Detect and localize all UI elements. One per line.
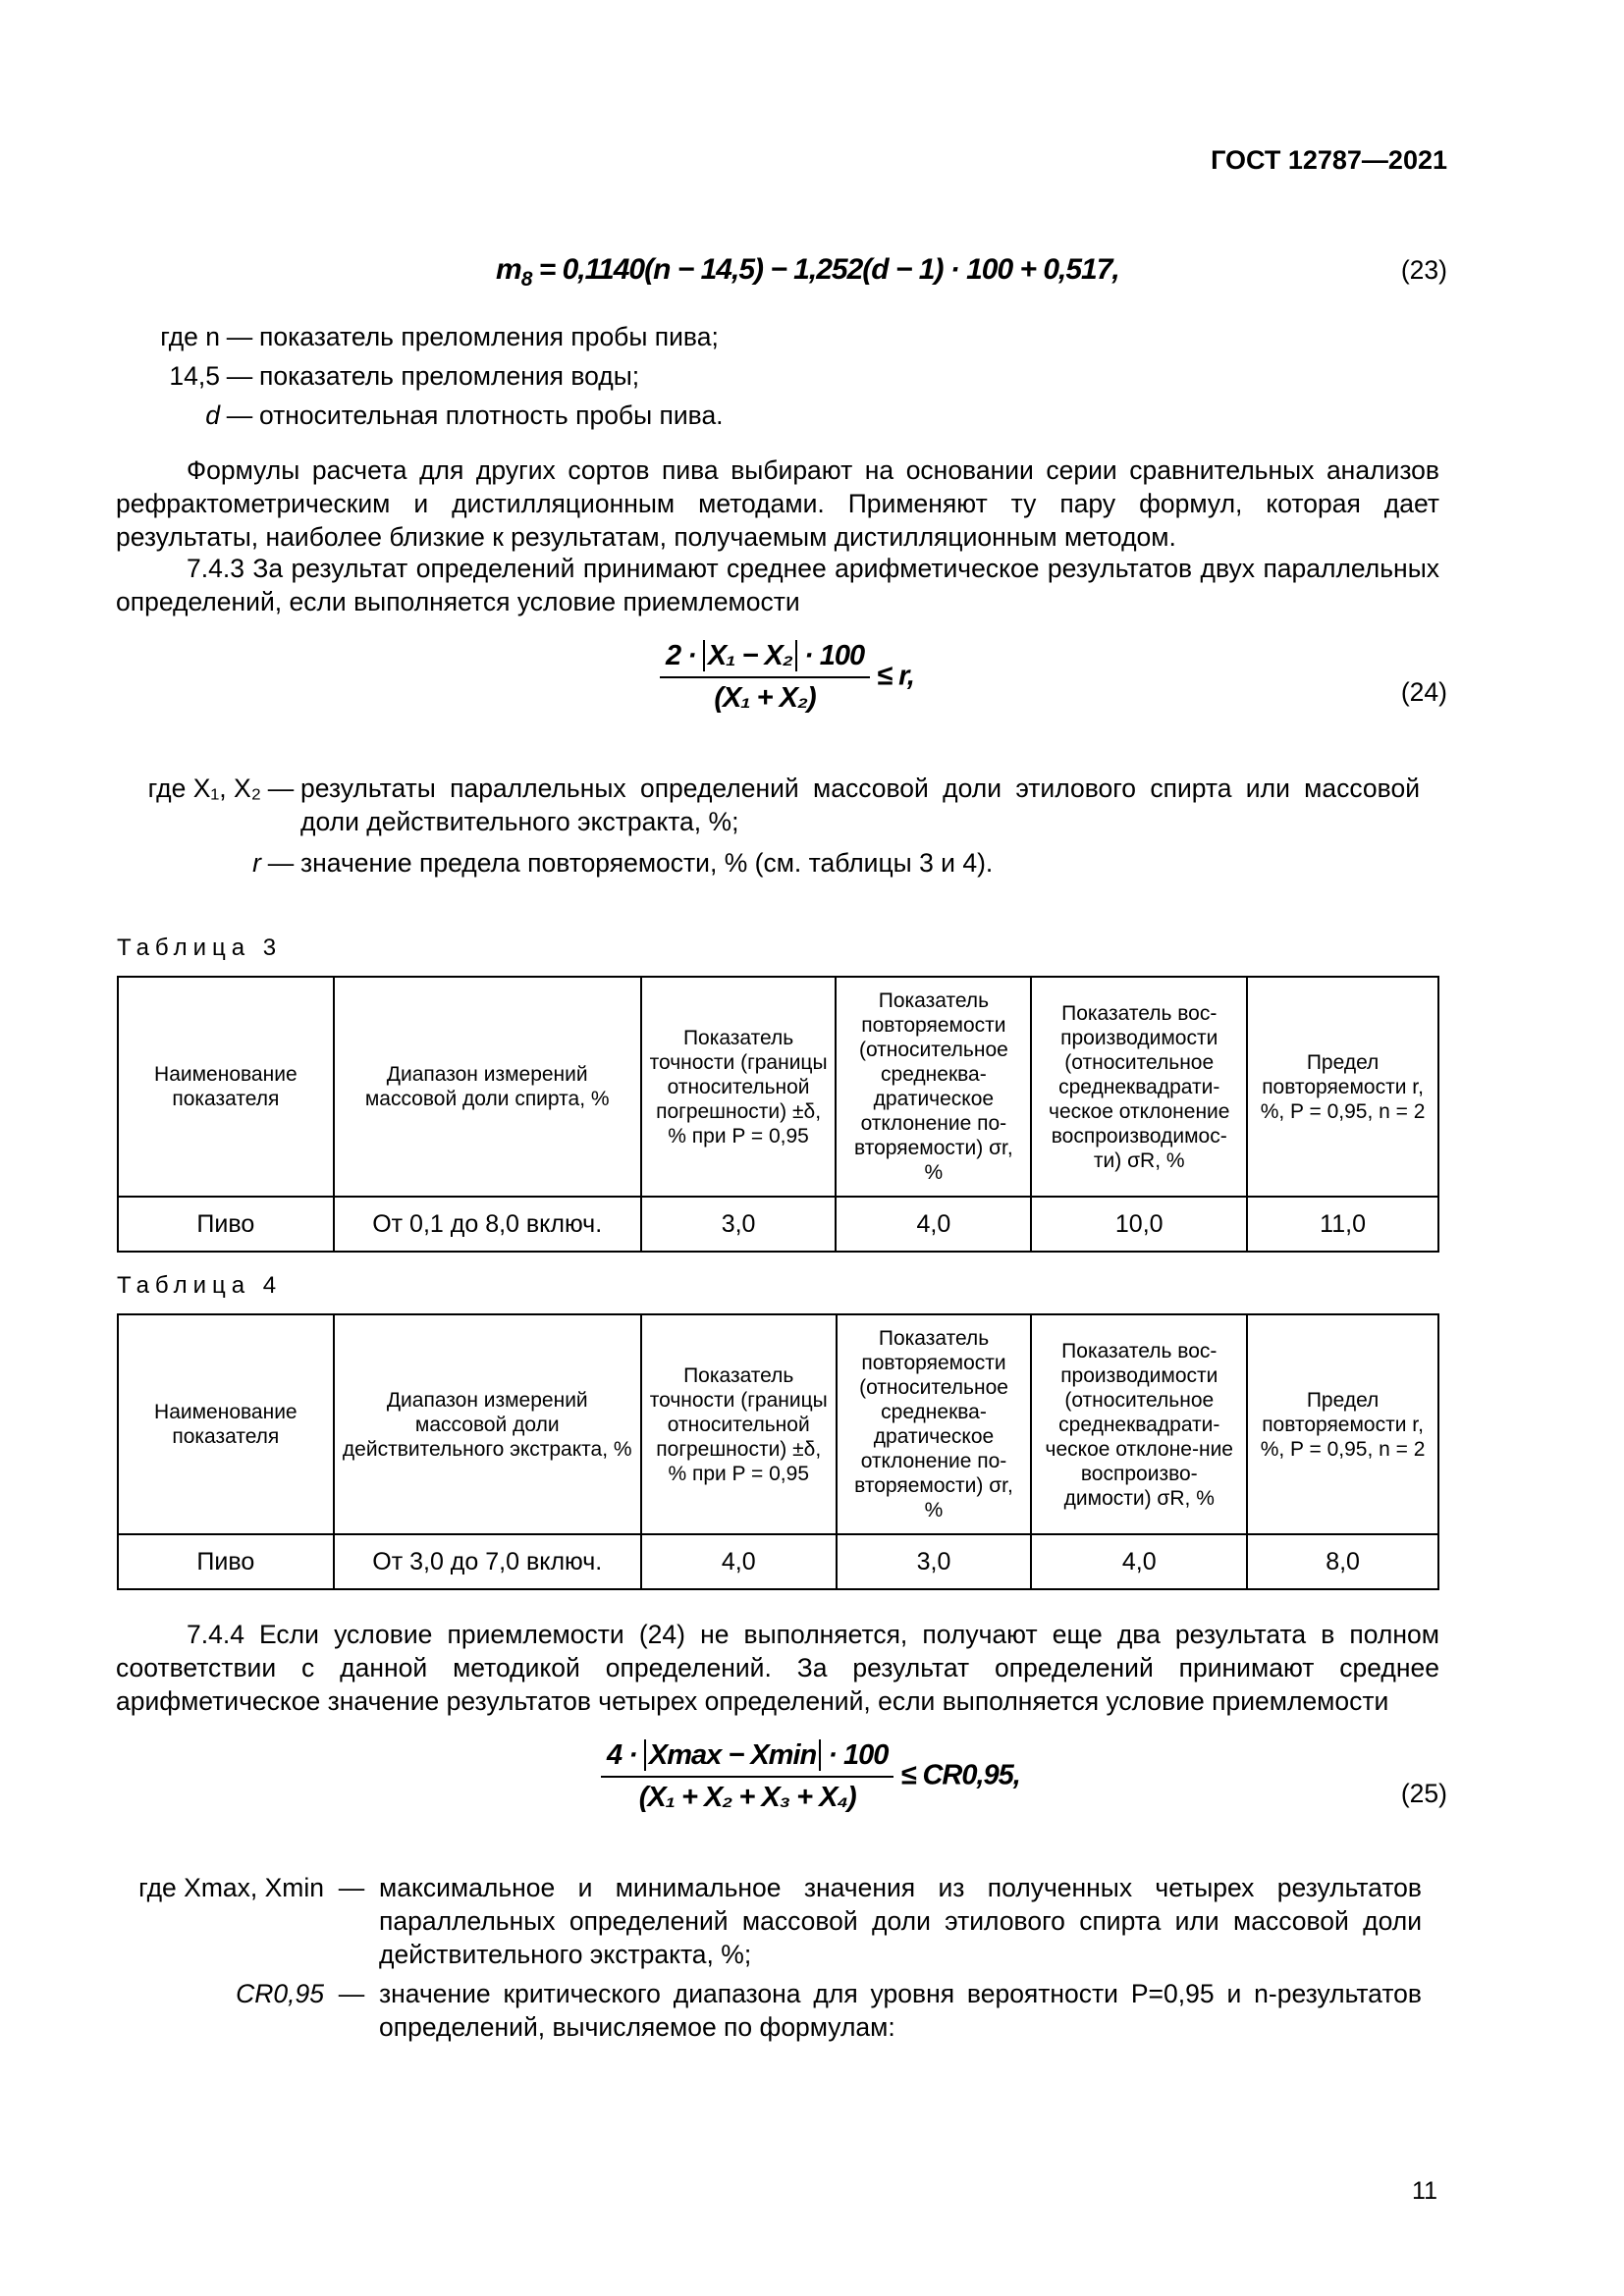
standard-header: ГОСТ 12787—2021 [1211,145,1447,175]
definitions-23 [116,320,1441,438]
table-header-cell: Показатель точности (границы относительной погрешности) ±δ, % при P = 0,95 [641,1314,837,1534]
table-header-cell: Показатель вос-производимости (относительное среднеквадрати-ческое отклоне-ние воспроизво-димости) σR, % [1031,1314,1247,1534]
formula-24-fraction [660,640,870,715]
formula-25 [601,1739,1020,1814]
table-cell: Пиво [118,1197,334,1252]
table-header-cell: Диапазон измерений массовой доли спирта, % [334,977,641,1197]
formula-23-expr: = 0,1140(n − 14,5) − 1,252(d − 1) · 100 + 0,517, [538,253,1119,286]
paragraph-7-4-3: 7.4.3 За результат определений принимают среднее арифметическое результатов двух параллельных определений, если выполняется условие приемлемости [116,554,1439,616]
formula-24-abs: X₁ − X₂ [703,640,797,671]
definition-dash: — [338,1873,365,1902]
paragraph-7-4-4: 7.4.4 Если условие приемлемости (24) не выполняется, получают еще два результата в полном соответствии с данной методикой определений. За результат определений принимают среднее арифметическое значение результатов четырех определений, если выполняется условие приемлемости [116,1620,1439,1716]
formula-23-lhs: m [496,253,521,286]
definition-text: результаты параллельных определений массовой доли этилового спирта или массовой доли действительного экстракта, %; [300,774,1420,836]
table-header-cell: Предел повторяемости r, %, P = 0,95, n = 2 [1247,1314,1438,1534]
formula-25-rhs: ≤ CR0,95, [900,1759,1020,1791]
table-header-cell: Наименование показателя [118,1314,334,1534]
table-cell: 10,0 [1031,1197,1247,1252]
formula-24-num-prefix: 2 · [666,640,696,671]
definition-row [116,320,1441,359]
table-cell: От 0,1 до 8,0 включ. [334,1197,641,1252]
table-cell: 4,0 [1031,1534,1247,1589]
table-3 [117,976,1439,1253]
table-header-row [118,1314,1438,1534]
table-header-cell: Диапазон измерений массовой доли действительного экстракта, % [334,1314,641,1534]
definition-symbol: где X₁, X₂ [147,774,261,803]
table-row [118,1534,1438,1589]
definition-text: максимальное и минимальное значения из полученных четырех результатов параллельных определений массовой доли этилового спирта или массовой доли действительного экстракта, %; [379,1873,1422,1969]
formula-24 [660,640,914,715]
definition-dash: — [226,400,253,430]
definition-dash: — [267,848,295,878]
definition-dash: — [338,1979,365,2008]
table-header-cell: Предел повторяемости r, %, P = 0,95, n = 2 [1247,977,1438,1197]
formula-23-number: (23) [1400,255,1447,285]
definition-symbol: r [252,848,261,878]
definition-row [116,1977,1441,2044]
definition-row [116,359,1441,399]
table-cell: 4,0 [641,1534,837,1589]
formula-23-lhs-sub: 8 [520,268,532,291]
definition-text: показатель преломления воды; [259,361,640,391]
definition-symbol: где n [160,322,220,351]
definition-symbol: CR0,95 [236,1979,324,2008]
table-header-cell: Показатель точности (границы относительной погрешности) ±δ, % при P = 0,95 [641,977,837,1197]
definition-symbol: 14,5 [169,361,220,391]
formula-25-abs: Xmax − Xmin [644,1739,821,1771]
table-cell: 3,0 [837,1534,1032,1589]
formula-25-denominator: (X₁ + X₂ + X₃ + X₄) [638,1782,856,1813]
table-cell: 4,0 [836,1197,1031,1252]
formula-25-number: (25) [1400,1779,1447,1808]
table-cell: 8,0 [1247,1534,1438,1589]
paragraph-formulas: Формулы расчета для других сортов пива выбирают на основании серии сравнительных анализов рефрактометрическим и дистилляционным методами. Применяют ту пару формул, которая дает результаты, наиболее близкие к результатам, получаемым дистилляционным методом. [116,455,1439,552]
definition-row [116,399,1441,438]
formula-23 [496,253,1119,292]
table-cell: 3,0 [641,1197,837,1252]
table-header-cell: Показатель вос-производимости (относительное среднеквадрати-ческое отклонение воспроизводимос-ти) σR, % [1031,977,1247,1197]
definition-text: значение предела повторяемости, % (см. таблицы 3 и 4). [300,848,994,878]
formula-24-num-suffix: · 100 [803,640,865,671]
formula-24-numerator [660,640,870,678]
definitions-24 [116,772,1441,880]
formula-24-denominator: (X₁ + X₂) [714,682,816,714]
definition-text: показатель преломления пробы пива; [259,322,719,351]
definition-row [116,1871,1441,1971]
table-3-caption: Таблица 3 [117,934,283,961]
table-header-cell: Наименование показателя [118,977,334,1197]
page-number: 11 [1412,2177,1437,2205]
table-4 [117,1313,1439,1590]
table-header-cell: Показатель повторяемости (относительное среднеква-дратическое отклонение по-вторяемости) σr, % [837,1314,1032,1534]
definition-row [116,846,1441,880]
definition-dash: — [226,322,253,351]
definition-text: относительная плотность пробы пива. [259,400,724,430]
definition-row [116,772,1441,838]
table-cell: 11,0 [1247,1197,1438,1252]
table-cell: Пиво [118,1534,334,1589]
formula-25-num-suffix: · 100 [828,1739,889,1771]
formula-24-rhs: ≤ r, [877,660,914,692]
definition-symbol: d [205,400,220,430]
formula-25-numerator [601,1739,893,1778]
table-4-caption: Таблица 4 [117,1272,283,1299]
table-header-cell: Показатель повторяемости (относительное среднеква-дратическое отклонение по-вторяемости) σr, % [836,977,1031,1197]
formula-24-number: (24) [1400,677,1447,707]
table-header-row [118,977,1438,1197]
definition-dash: — [226,361,253,391]
table-cell: От 3,0 до 7,0 включ. [334,1534,641,1589]
table-row [118,1197,1438,1252]
formula-25-fraction [601,1739,893,1814]
definitions-25 [116,1871,1441,2044]
formula-25-num-prefix: 4 · [607,1739,637,1771]
definition-symbol: где Xmax, Xmin [138,1873,324,1902]
definition-text: значение критического диапазона для уровня вероятности P=0,95 и n-результатов определений, вычисляемое по формулам: [379,1979,1422,2042]
definition-dash: — [267,774,295,803]
